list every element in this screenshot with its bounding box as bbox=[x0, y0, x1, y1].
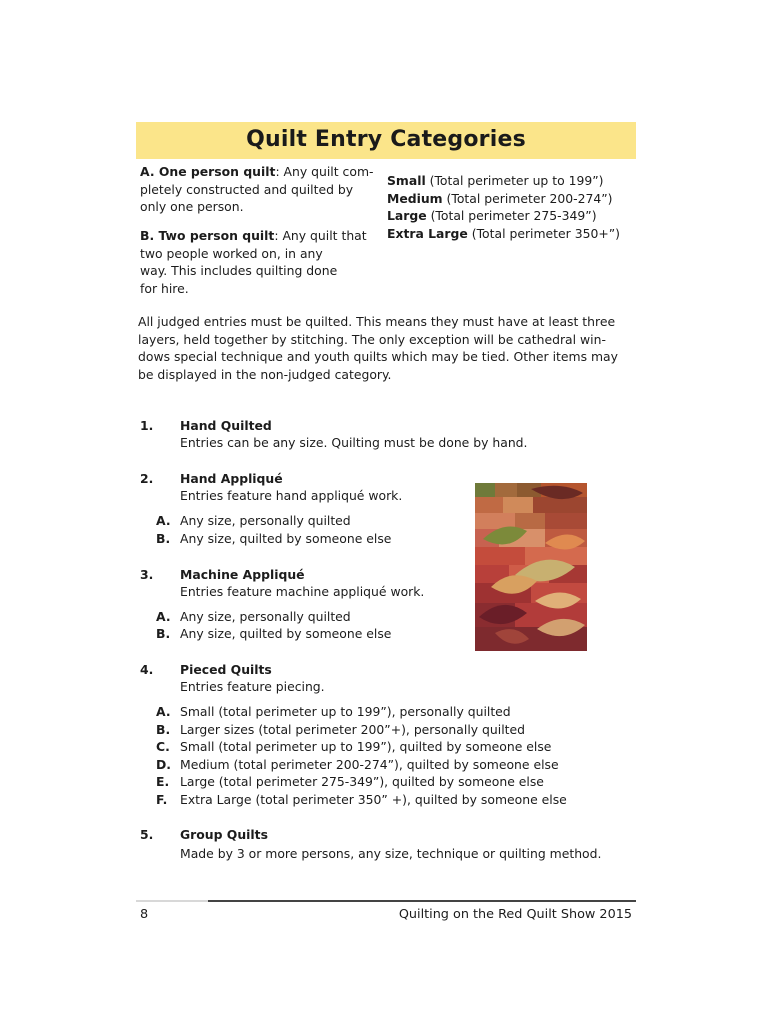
category-title: Machine Appliqué bbox=[180, 567, 305, 582]
list-item: Any size, personally quilted bbox=[180, 513, 351, 528]
one-person-definition: A. One person quilt: Any quilt com- pletely constructed and quilted by only one person. bbox=[140, 164, 374, 215]
category-title: Pieced Quilts bbox=[180, 662, 272, 677]
page-title: Quilt Entry Categories bbox=[246, 127, 526, 152]
item-letter: B. bbox=[156, 626, 171, 641]
category-number: 3. bbox=[140, 567, 154, 582]
list-item: Any size, quilted by someone else bbox=[180, 531, 392, 546]
category-description: Entries feature machine appliqué work. bbox=[180, 584, 425, 599]
item-letter: B. bbox=[156, 722, 171, 737]
list-item: Extra Large (total perimeter 350” +), quilted by someone else bbox=[180, 792, 567, 807]
category-number: 2. bbox=[140, 471, 154, 486]
footer-rule bbox=[136, 900, 636, 902]
item-letter: C. bbox=[156, 739, 170, 754]
footer-rule-accent bbox=[136, 900, 208, 902]
category-description: Entries feature piecing. bbox=[180, 679, 325, 694]
category-number: 1. bbox=[140, 418, 154, 433]
publication-name: Quilting on the Red Quilt Show 2015 bbox=[398, 907, 632, 922]
item-letter: A. bbox=[156, 609, 171, 624]
list-item: Large (total perimeter 275-349”), quilted by someone else bbox=[180, 774, 544, 789]
item-letter: D. bbox=[156, 757, 171, 772]
category-description: Made by 3 or more persons, any size, technique or quilting method. bbox=[180, 846, 602, 861]
two-person-label: B. Two person quilt bbox=[140, 228, 275, 243]
size-definitions bbox=[387, 172, 637, 242]
item-letter: B. bbox=[156, 531, 171, 546]
category-description: Entries can be any size. Quilting must be done by hand. bbox=[180, 435, 528, 450]
item-letter: A. bbox=[156, 513, 171, 528]
item-letter: F. bbox=[156, 792, 168, 807]
quilt-photo bbox=[475, 483, 587, 651]
list-item: Larger sizes (total perimeter 200”+), personally quilted bbox=[180, 722, 525, 737]
category-title: Group Quilts bbox=[180, 827, 268, 842]
item-letter: E. bbox=[156, 774, 170, 789]
one-person-label: A. One person quilt bbox=[140, 164, 276, 179]
two-person-definition: B. Two person quilt: Any quilt that two people worked on, in any way. This includes quilting done for hire. bbox=[140, 228, 367, 296]
size-extra-large: Extra Large (Total perimeter 350+”) bbox=[387, 225, 620, 241]
page-number: 8 bbox=[140, 907, 149, 922]
size-large: Large (Total perimeter 275-349”) bbox=[387, 208, 597, 224]
judged-entries-note: All judged entries must be quilted. This means they must have at least three layers, held together by stitching. The only exception will be cathedral win- dows special technique and youth quilts which may be tied. Other items may be displayed in the non-judged category. bbox=[138, 314, 618, 382]
list-item: Any size, quilted by someone else bbox=[180, 626, 392, 641]
category-title: Hand Appliqué bbox=[180, 471, 283, 486]
category-description: Entries feature hand appliqué work. bbox=[180, 488, 403, 503]
size-small: Small (Total perimeter up to 199”) bbox=[387, 173, 604, 188]
list-item: Medium (total perimeter 200-274”), quilted by someone else bbox=[180, 757, 559, 772]
list-item: Small (total perimeter up to 199”), personally quilted bbox=[180, 704, 511, 719]
category-number: 4. bbox=[140, 662, 154, 677]
list-item: Small (total perimeter up to 199”), quilted by someone else bbox=[180, 739, 552, 754]
category-number: 5. bbox=[140, 827, 154, 842]
item-letter: A. bbox=[156, 704, 171, 719]
list-item: Any size, personally quilted bbox=[180, 609, 351, 624]
category-title: Hand Quilted bbox=[180, 418, 272, 433]
size-medium: Medium (Total perimeter 200-274”) bbox=[387, 190, 613, 206]
